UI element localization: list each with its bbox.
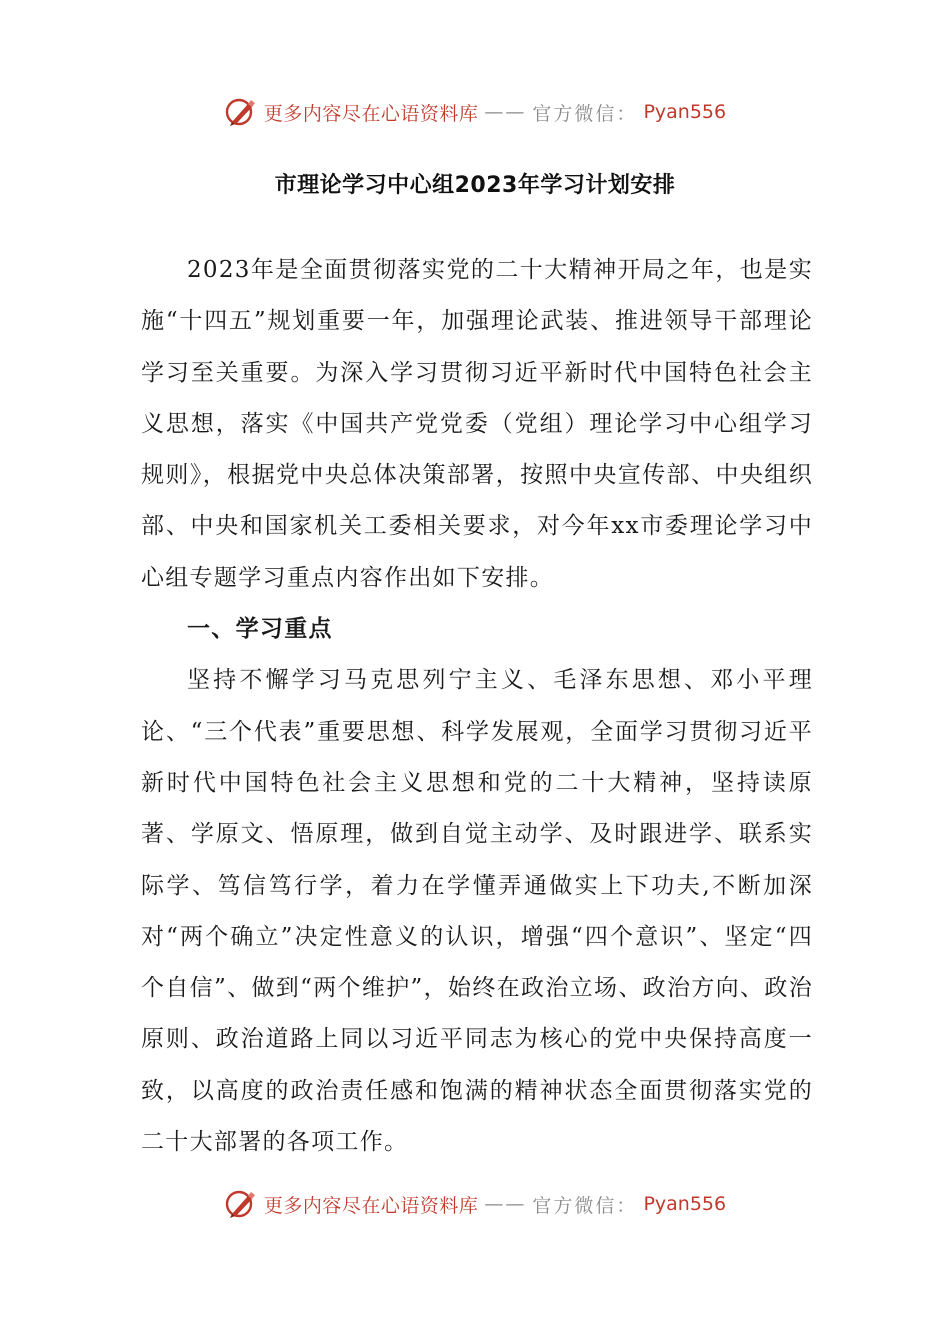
- pen-circle-logo-icon: [224, 95, 258, 129]
- watermark-footer: [0, 1184, 950, 1224]
- watermark-contact-id: Pyan556: [643, 101, 727, 123]
- watermark-dash: ——: [484, 1193, 527, 1215]
- study-focus-paragraph: 坚持不懈学习马克思列宁主义、毛泽东思想、邓小平理论、“三个代表”重要思想、科学发展观，全面学习贯彻习近平新时代中国特色社会主义思想和党的二十大精神，坚持读原著、学原文、悟原理，做到自觉主动学、及时跟进学、联系实际学、笃信笃行学，着力在学懂弄通做实上下功夫,不断加深对“两个确立”决定性意义的认识，增强“四个意识”、坚定“四个自信”、做到“两个维护”，始终在政治立场、政治方向、政治原则、政治道路上同以习近平同志为核心的党中央保持高度一致，以高度的政治责任感和饱满的精神状态全面贯彻落实党的二十大部署的各项工作。: [141, 667, 813, 1156]
- watermark-header: [0, 92, 950, 132]
- watermark-brand-text: 更多内容尽在心语资料库: [263, 102, 479, 125]
- watermark-brand-text: 更多内容尽在心语资料库: [263, 1194, 479, 1217]
- document-body: [141, 245, 813, 1168]
- section-heading-study-focus: 一、学习重点: [187, 616, 333, 643]
- watermark-contact-label: 官方微信：: [532, 1194, 638, 1217]
- watermark-dash: ——: [484, 101, 527, 123]
- watermark-contact-label: 官方微信：: [532, 102, 638, 125]
- watermark-contact-id: Pyan556: [643, 1193, 727, 1215]
- document-title: 市理论学习中心组2023年学习计划安排: [274, 173, 676, 198]
- pen-circle-logo-icon: [224, 1187, 258, 1221]
- intro-paragraph: 2023年是全面贯彻落实党的二十大精神开局之年，也是实施“十四五”规划重要一年，加强理论武装、推进领导干部理论学习至关重要。为深入学习贯彻习近平新时代中国特色社会主义思想，落实《中国共产党党委（党组）理论学习中心组学习规则》，根据党中央总体决策部署，按照中央宣传部、中央组织部、中央和国家机关工委相关要求，对今年xx市委理论学习中心组专题学习重点内容作出如下安排。: [141, 257, 813, 591]
